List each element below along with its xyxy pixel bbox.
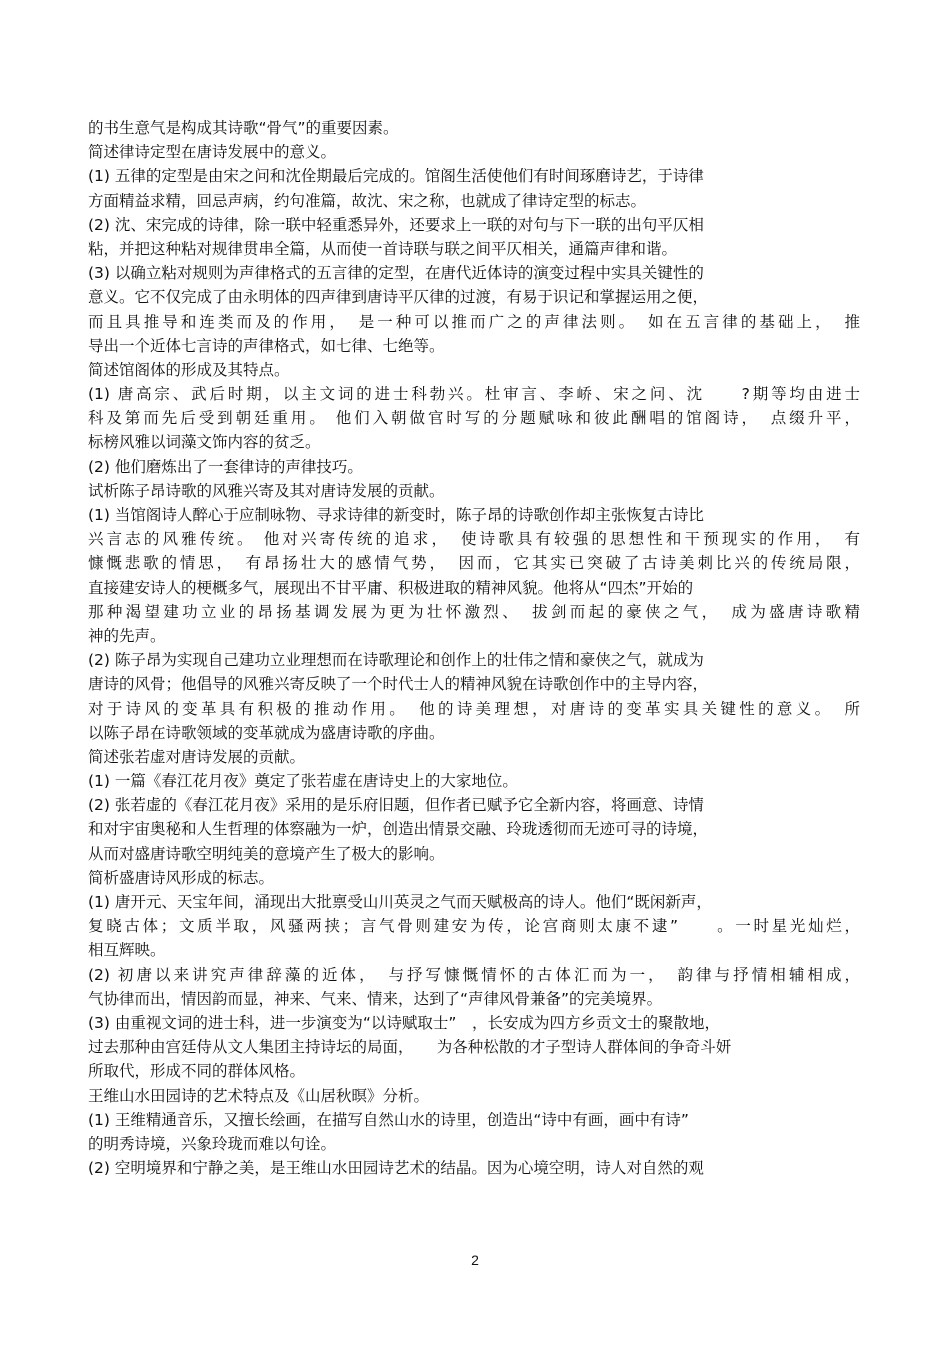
text-line: 和对宇宙奥秘和人生哲理的体察融为一炉，创造出情景交融、玲珑透彻而无迹可寻的诗境， <box>88 820 709 839</box>
text-line: 导出一个近体七言诗的声律格式，如七律、七绝等。 <box>88 336 445 355</box>
text-line: (1) 唐开元、天宝年间，涌现出大批禀受山川英灵之气而天赋极高的诗人。他们“既闲新声， <box>88 893 712 911</box>
text-line: (1) 五律的定型是由宋之问和沈佺期最后完成的。馆阁生活使他们有时间琢磨诗艺，于诗律 <box>88 167 704 186</box>
text-line: (3) 由重视文词的进士科，进一步演变为“以诗赋取士” ，长安成为四方乡贡文士的聚散地， <box>88 1013 720 1032</box>
text-line: 的明秀诗境，兴象玲珑而难以句诠。 <box>88 1134 337 1153</box>
text-line: 粘，并把这种粘对规律贯串全篇，从而使一首诗联与联之间平仄相关，通篇声律和谐。 <box>88 239 678 258</box>
question-heading: 简述律诗定型在唐诗发展中的意义。 <box>88 143 337 162</box>
text-line: (3) 以确立粘对规则为声律格式的五言律的定型，在唐代近体诗的演变过程中实具关键性的 <box>88 264 704 283</box>
text-line: (1) 当馆阁诗人醉心于应制咏物、寻求诗律的新变时，陈子昂的诗歌创作却主张恢复古诗比 <box>88 506 704 524</box>
text-line: 兴言志的风雅传统。 他对兴寄传统的追求， 使诗歌具有较强的思想性和干预现实的作用， 有 <box>88 530 860 549</box>
text-line: 神的先声。 <box>88 626 166 645</box>
text-line: (1) 王维精通音乐，又擅长绘画，在描写自然山水的诗里，创造出“诗中有画，画中有诗” <box>88 1110 689 1129</box>
text-line: 唐诗的风骨；他倡导的风雅兴寄反映了一个时代士人的精神风貌在诗歌创作中的主导内容， <box>88 675 709 694</box>
question-heading: 简述馆阁体的形成及其特点。 <box>88 360 290 379</box>
text-line: 所取代，形成不同的群体风格。 <box>88 1062 306 1081</box>
text-line: 意义。它不仅完成了由永明体的四声律到唐诗平仄律的过渡，有易于识记和掌握运用之便， <box>88 288 709 307</box>
text-line: 对于诗风的变革具有积极的推动作用。 他的诗美理想，对唐诗的变革实具关键性的意义。 所 <box>88 699 860 718</box>
question-heading: 王维山水田园诗的艺术特点及《山居秋暝》分析。 <box>88 1086 430 1105</box>
text-line: 方面精益求精，回忌声病，约句准篇，故沈、宋之称，也就成了律诗定型的标志。 <box>88 191 647 210</box>
question-heading: 简述张若虚对唐诗发展的贡献。 <box>88 747 306 766</box>
text-line: 相互辉映。 <box>88 941 166 960</box>
text-line: (1) 一篇《春江花月夜》奠定了张若虚在唐诗史上的大家地位。 <box>88 772 518 791</box>
text-line: 从而对盛唐诗歌空明纯美的意境产生了极大的影响。 <box>88 844 445 863</box>
question-heading: 试析陈子昂诗歌的风雅兴寄及其对唐诗发展的贡献。 <box>88 481 445 500</box>
text-line: (2) 沈、宋完成的诗律，除一联中轻重悉异外，还要求上一联的对句与下一联的出句平仄相 <box>88 215 704 234</box>
text-line: 而且具推导和连类而及的作用， 是一种可以推而广之的声律法则。 如在五言律的基础上， 推 <box>88 312 860 331</box>
text-line: 直接建安诗人的梗概多气，展现出不甘平庸、积极进取的精神风貌。他将从“四杰”开始的 <box>88 578 694 597</box>
text-line: 那种渴望建功立业的昂扬基调发展为更为壮怀激烈、 拔剑而起的豪侠之气， 成为盛唐诗歌精 <box>88 602 860 621</box>
text-line: 复晓古体；文质半取，风骚两挟；言气骨则建安为传，论宫商则太康不逮” 。一时星光灿烂， <box>88 917 860 936</box>
text-line: 以陈子昂在诗歌领域的变革就成为盛唐诗歌的序曲。 <box>88 723 445 742</box>
text-line: 标榜风雅以词藻文饰内容的贫乏。 <box>88 433 321 452</box>
question-heading: 简析盛唐诗风形成的标志。 <box>88 868 275 887</box>
text-line: (2) 初唐以来讲究声律辞藻的近体， 与抒写慷慨情怀的古体汇而为一， 韵律与抒情相辅相成， <box>88 965 860 984</box>
text-line: (2) 空明境界和宁静之美，是王维山水田园诗艺术的结晶。因为心境空明，诗人对自然的观 <box>88 1159 704 1178</box>
text-line: (2) 张若虚的《春江花月夜》采用的是乐府旧题，但作者已赋予它全新内容，将画意、诗情 <box>88 796 704 815</box>
text-line: 过去那种由宫廷侍从文人集团主持诗坛的局面， 为各种松散的才子型诗人群体间的争奇斗妍 <box>88 1038 732 1057</box>
document-body <box>88 116 860 1180</box>
text-line: 科及第而先后受到朝廷重用。 他们入朝做官时写的分题赋咏和彼此酬唱的馆阁诗， 点缀升平， <box>88 409 860 428</box>
text-line: (2) 陈子昂为实现自己建功立业理想而在诗歌理论和创作上的壮伟之情和豪侠之气，就成为 <box>88 651 704 670</box>
text-line: (2) 他们磨炼出了一套律诗的声律技巧。 <box>88 457 363 476</box>
text-line: 的书生意气是构成其诗歌“骨气”的重要因素。 <box>88 119 399 137</box>
page-number: 2 <box>471 1252 479 1268</box>
text-line: 气协律而出，情因韵而显，神来、气来、情来，达到了“声律风骨兼备”的完美境界。 <box>88 989 663 1008</box>
text-line: (1) 唐高宗、武后时期，以主文词的进士科勃兴。杜审言、李峤、宋之问、沈 ?期等均由进士 <box>88 385 860 404</box>
text-line: 慷慨悲歌的情思， 有昂扬壮大的感情气势， 因而，它其实已突破了古诗美刺比兴的传统局限， <box>88 554 860 573</box>
